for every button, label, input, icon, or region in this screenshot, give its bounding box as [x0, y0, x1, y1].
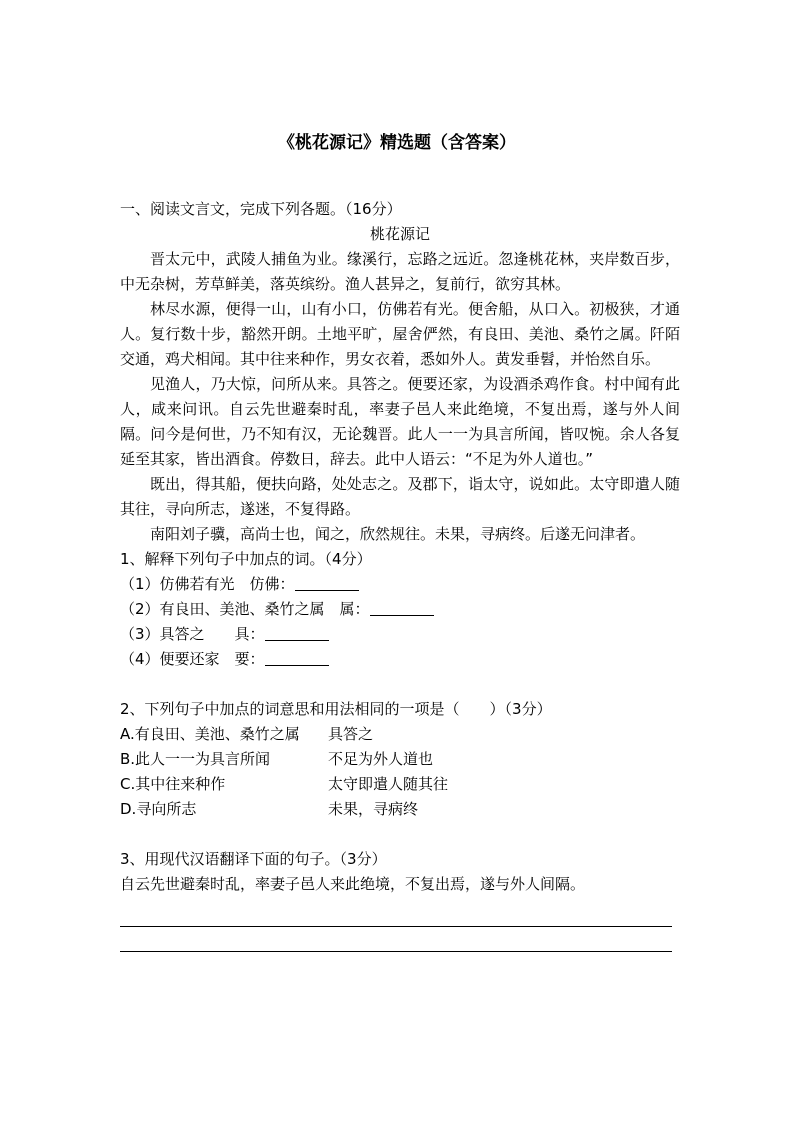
page-title: 《桃花源记》精选题（含答案） — [278, 133, 516, 153]
question2-option-b — [120, 747, 680, 772]
question3-heading: 3、用现代汉语翻译下面的句子。（3分） — [120, 850, 387, 868]
question1-item — [120, 647, 680, 672]
question1-item-text: （2）有良田、美池、桑竹之属 属： — [120, 600, 370, 618]
answer-blank[interactable] — [265, 624, 329, 641]
answer-blank[interactable] — [265, 649, 329, 666]
spacer — [120, 672, 680, 697]
question2-heading: 2、下列句子中加点的词意思和用法相同的一项是（ ）（3分） — [120, 700, 552, 718]
option-left: C.其中往来种作 — [120, 775, 226, 793]
spacer — [120, 822, 680, 847]
passage-title: 桃花源记 — [369, 225, 430, 243]
question2-option-d — [120, 797, 680, 822]
answer-line[interactable] — [120, 927, 672, 952]
passage-paragraph-5: 南阳刘子骥，高尚士也，闻之，欣然规往。未果，寻病终。后遂无问津者。 — [150, 525, 646, 543]
option-left: A.有良田、美池、桑竹之属 — [120, 725, 300, 743]
passage-paragraph-2: 林尽水源，便得一山，山有小口，仿佛若有光。便舍船，从口入。初极狭，才通人。复行数十步，豁然开朗。土地平旷，屋舍俨然，有良田、美池、桑竹之属。阡陌交通，鸡犬相闻。其中往来种作，男女衣着，悉如外人。黄发垂髫，并怡然自乐。 — [120, 300, 680, 368]
passage-paragraph-3: 见渔人，乃大惊，问所从来。具答之。便要还家，为设酒杀鸡作食。村中闻有此人，咸来问讯。自云先世避秦时乱，率妻子邑人来此绝境，不复出焉，遂与外人间隔。问今是何世，乃不知有汉，无论魏晋。此人一一为具言所闻，皆叹惋。余人各复延至其家，皆出酒食。停数日，辞去。此中人语云：“不足为外人道也。” — [120, 375, 680, 468]
question1-item — [120, 597, 680, 622]
question3-sentence: 自云先世避秦时乱，率妻子邑人来此绝境，不复出焉，遂与外人间隔。 — [120, 875, 586, 893]
question1-item — [120, 572, 680, 597]
question1-heading: 1、解释下列句子中加点的词。（4分） — [120, 550, 372, 568]
section1-heading: 一、阅读文言文，完成下列各题。（16分） — [120, 200, 402, 218]
question1-item-text: （4）便要还家 要： — [120, 650, 265, 668]
answer-line[interactable] — [120, 902, 672, 927]
question1-item — [120, 622, 680, 647]
answer-blank[interactable] — [295, 574, 359, 591]
option-right: 太守即遣人随其往 — [328, 775, 449, 793]
content-body — [120, 197, 680, 952]
passage-paragraph-1: 晋太元中，武陵人捕鱼为业。缘溪行，忘路之远近。忽逢桃花林，夹岸数百步，中无杂树，芳草鲜美，落英缤纷。渔人甚异之，复前行，欲穷其林。 — [120, 250, 680, 293]
answer-blank[interactable] — [370, 599, 434, 616]
option-right: 未果，寻病终 — [328, 800, 419, 818]
option-right: 不足为外人道也 — [328, 750, 434, 768]
option-left: D.寻向所志 — [120, 800, 197, 818]
question1-item-text: （3）具答之 具： — [120, 625, 265, 643]
question2-option-a — [120, 722, 680, 747]
option-left: B.此人一一为具言所闻 — [120, 750, 271, 768]
question1-item-text: （1）仿佛若有光 仿佛： — [120, 575, 295, 593]
passage-paragraph-4: 既出，得其船，便扶向路，处处志之。及郡下，诣太守，说如此。太守即遣人随其往，寻向所志，遂迷，不复得路。 — [120, 475, 680, 518]
option-right: 具答之 — [328, 725, 374, 743]
question2-option-c — [120, 772, 680, 797]
